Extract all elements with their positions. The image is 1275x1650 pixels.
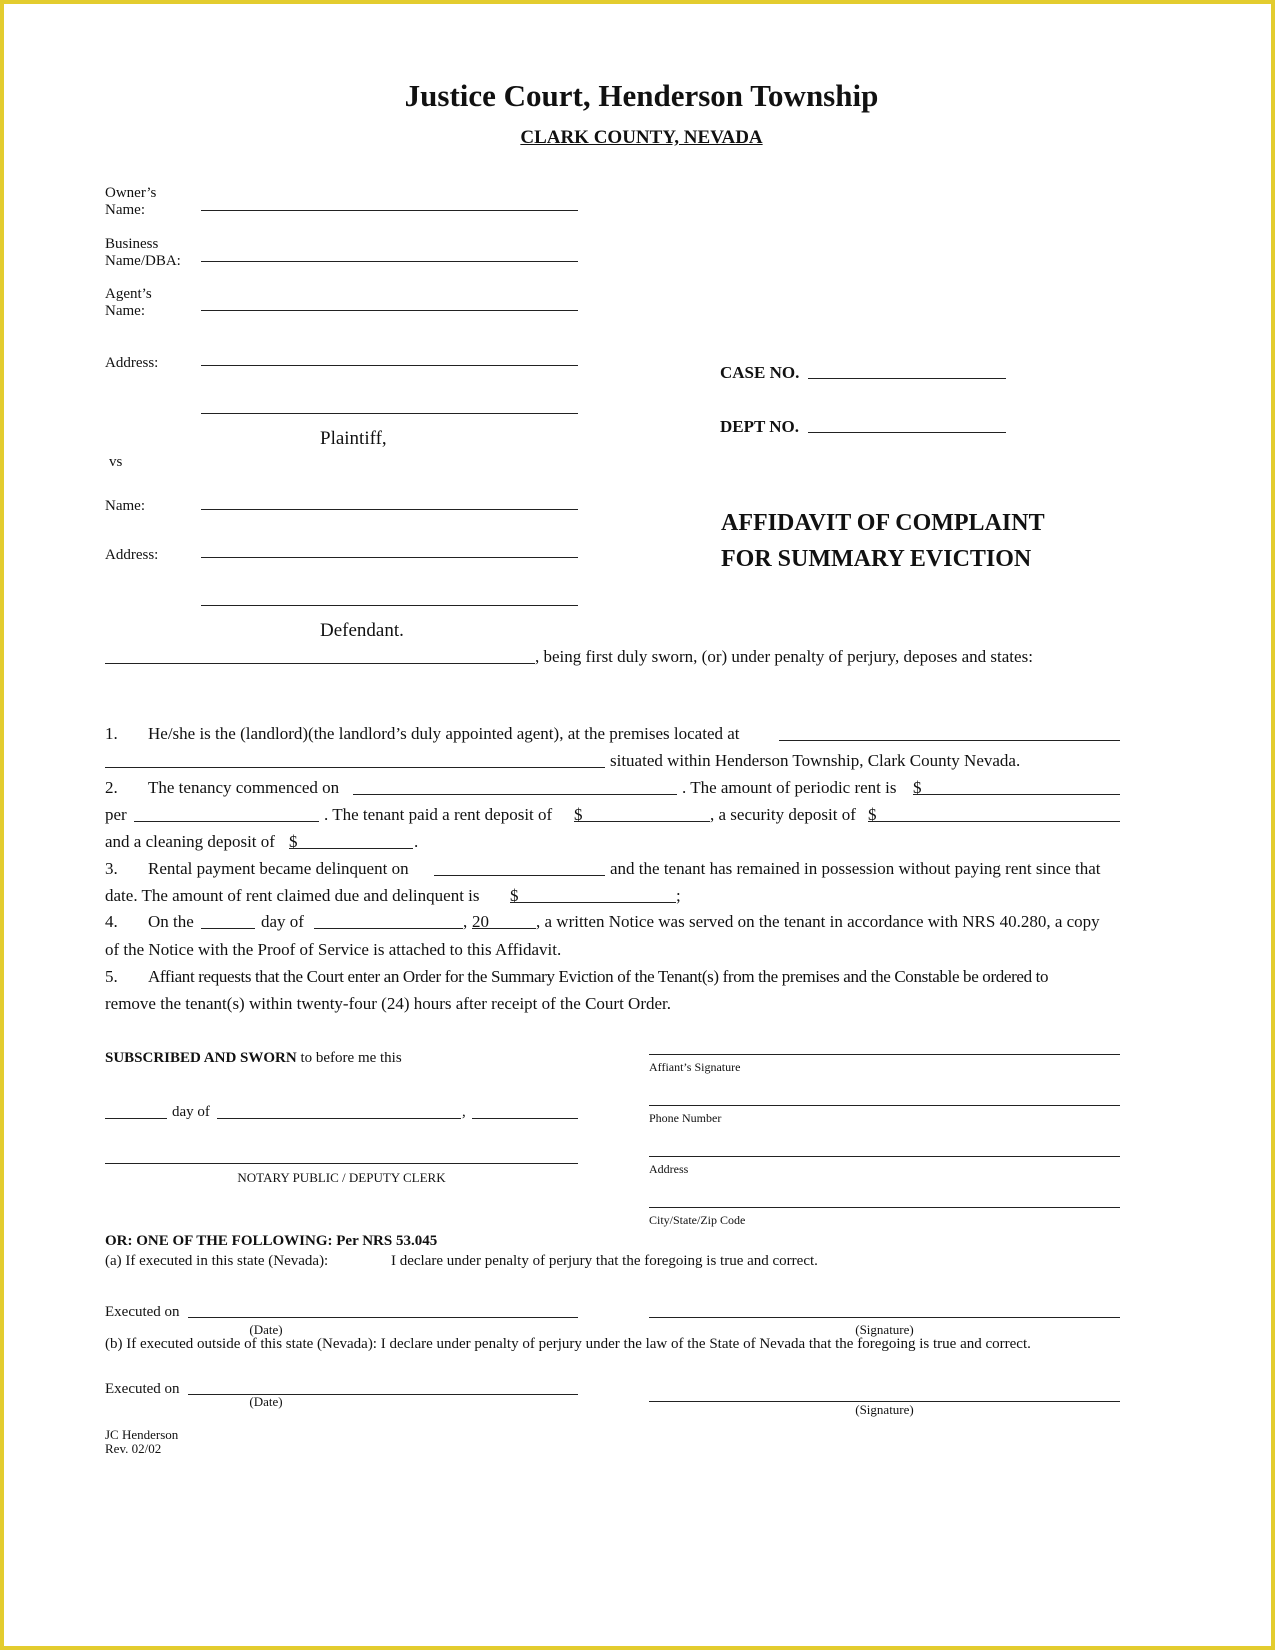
case-no-label: CASE NO.	[720, 363, 800, 382]
item-5-text-a: Affiant requests that the Court enter an Order for the Summary Eviction of the Tenant(s) from the premises and the Constable be ordered to	[148, 967, 1049, 986]
business-name-label-l1: Business	[105, 236, 159, 252]
item-3-text-c: date. The amount of rent claimed due and delinquent is	[105, 886, 480, 905]
periodic-rent-field[interactable]	[913, 794, 1120, 795]
item-3-semicolon: ;	[676, 886, 681, 905]
cleaning-deposit-field[interactable]	[289, 848, 413, 849]
item-4-text-a: On the	[148, 912, 194, 931]
phone-number-label: Phone Number	[649, 1111, 722, 1125]
city-state-zip-field[interactable]	[649, 1207, 1120, 1208]
rent-deposit-field[interactable]	[574, 821, 710, 822]
phone-number-field[interactable]	[649, 1105, 1120, 1106]
document-title-line1: AFFIDAVIT OF COMPLAINT	[721, 510, 1045, 536]
owners-name-field[interactable]	[201, 210, 578, 211]
oath-text: , being first duly sworn, (or) under penalty of perjury, deposes and states:	[535, 647, 1033, 666]
business-name-field[interactable]	[201, 261, 578, 262]
item-2-period: .	[414, 832, 419, 851]
versus-label: vs	[109, 454, 123, 470]
defendant-address-label: Address:	[105, 547, 159, 563]
defendant-name-field[interactable]	[201, 509, 578, 510]
item-5-text-b: remove the tenant(s) within twenty-four (24) hours after receipt of the Court Order.	[105, 994, 672, 1013]
item-4-comma: ,	[463, 912, 468, 931]
notary-year-field[interactable]	[472, 1118, 578, 1119]
item-4-number: 4.	[105, 912, 118, 931]
defendant-address-field-2[interactable]	[201, 605, 578, 606]
dept-no-field[interactable]	[808, 432, 1006, 433]
affiant-name-field[interactable]	[105, 663, 535, 664]
declaration-a-signature-label: (Signature)	[855, 1322, 914, 1337]
subscribed-sworn-rest: to before me this	[300, 1050, 402, 1066]
item-2-text-b: . The amount of periodic rent is	[682, 778, 897, 797]
item-2-text-a: The tenancy commenced on	[148, 778, 340, 797]
item-5-number: 5.	[105, 967, 118, 986]
court-title: Justice Court, Henderson Township	[404, 78, 879, 113]
subscribed-sworn-bold: SUBSCRIBED AND SWORN	[105, 1050, 297, 1066]
dept-no-label: DEPT NO.	[720, 417, 800, 436]
item-4-text-d: of the Notice with the Proof of Service is attached to this Affidavit.	[105, 940, 562, 959]
rent-due-field[interactable]	[510, 902, 676, 903]
owners-name-label-l1: Owner’s	[105, 185, 157, 201]
notary-label: NOTARY PUBLIC / DEPUTY CLERK	[237, 1170, 446, 1185]
county-subtitle: CLARK COUNTY, NEVADA	[520, 127, 763, 148]
item-2-per: per	[105, 805, 127, 824]
notary-month-field[interactable]	[217, 1118, 461, 1119]
defendant-address-field-1[interactable]	[201, 557, 578, 558]
cleaning-deposit-dollar-sign: $	[289, 832, 298, 851]
owners-name-label-l2: Name:	[105, 202, 145, 218]
affiant-signature-field[interactable]	[649, 1054, 1120, 1055]
notice-year-field[interactable]	[472, 928, 536, 929]
declaration-a-text: I declare under penalty of perjury that the foregoing is true and correct.	[391, 1253, 818, 1269]
declaration-b-text: (b) If executed outside of this state (Nevada): I declare under penalty of perjury under the law of the State of Nevada that the foregoing is true and correct.	[105, 1336, 1031, 1352]
notary-comma: ,	[462, 1104, 466, 1120]
executed-on-a-label: Executed on	[105, 1304, 180, 1320]
security-deposit-dollar-sign: $	[868, 805, 877, 824]
item-4-text-b: day of	[261, 912, 304, 931]
affiant-signature-label: Affiant’s Signature	[649, 1060, 741, 1074]
business-name-label-l2: Name/DBA:	[105, 253, 181, 269]
item-2-text-e: and a cleaning deposit of	[105, 832, 275, 851]
declaration-a-label: (a) If executed in this state (Nevada):	[105, 1253, 329, 1269]
defendant-role-label: Defendant.	[320, 620, 404, 641]
executed-on-b-label: Executed on	[105, 1381, 180, 1397]
rent-dollar-sign: $	[913, 778, 922, 797]
declaration-heading: OR: ONE OF THE FOLLOWING: Per NRS 53.045	[105, 1233, 438, 1249]
executed-on-a-date-label: (Date)	[249, 1322, 283, 1337]
footer-line2: Rev. 02/02	[105, 1441, 162, 1456]
executed-on-a-date-field[interactable]	[188, 1317, 578, 1318]
defendant-name-label: Name:	[105, 498, 145, 514]
item-3-text-b: and the tenant has remained in possession without paying rent since that	[610, 859, 1101, 878]
item-1-text-b: situated within Henderson Township, Clark County Nevada.	[610, 751, 1021, 770]
item-1-number: 1.	[105, 724, 118, 743]
document-title-line2: FOR SUMMARY EVICTION	[721, 546, 1032, 572]
item-1-text-a: He/she is the (landlord)(the landlord’s duly appointed agent), at the premises located at	[148, 724, 740, 743]
item-4-text-c: , a written Notice was served on the tenant in accordance with NRS 40.280, a copy	[536, 912, 1100, 931]
item-2-number: 2.	[105, 778, 118, 797]
notary-day-of: day of	[172, 1104, 210, 1120]
executed-on-b-date-label: (Date)	[249, 1394, 283, 1409]
plaintiff-role-label: Plaintiff,	[320, 428, 387, 449]
city-state-zip-label: City/State/Zip Code	[649, 1213, 746, 1227]
notice-year-prefix: 20	[472, 912, 489, 931]
rent-due-dollar-sign: $	[510, 886, 519, 905]
affiant-address-label: Address	[649, 1162, 689, 1176]
security-deposit-field[interactable]	[868, 821, 1120, 822]
plaintiff-address-label: Address:	[105, 355, 159, 371]
plaintiff-address-field-2[interactable]	[201, 413, 578, 414]
business-name-label	[105, 236, 181, 270]
notary-day-field[interactable]	[105, 1118, 167, 1119]
agents-name-field[interactable]	[201, 310, 578, 311]
delinquent-date-field[interactable]	[434, 875, 605, 876]
affiant-address-field[interactable]	[649, 1156, 1120, 1157]
item-3-text-a: Rental payment became delinquent on	[148, 859, 409, 878]
item-3-number: 3.	[105, 859, 118, 878]
premises-address-field-2[interactable]	[105, 767, 605, 768]
plaintiff-address-field-1[interactable]	[201, 365, 578, 366]
item-2-text-d: , a security deposit of	[710, 805, 856, 824]
agents-name-label-l2: Name:	[105, 303, 145, 319]
notary-signature-field[interactable]	[105, 1163, 578, 1164]
form-revision-footer	[105, 1428, 178, 1456]
footer-line1: JC Henderson	[105, 1427, 179, 1442]
tenancy-start-field[interactable]	[353, 794, 677, 795]
notice-day-field[interactable]	[201, 928, 255, 929]
owners-name-label	[105, 185, 156, 219]
rent-period-field[interactable]	[134, 821, 319, 822]
case-no-field[interactable]	[808, 378, 1006, 379]
declaration-a-signature-field[interactable]	[649, 1317, 1120, 1318]
agents-name-label	[105, 286, 152, 320]
agents-name-label-l1: Agent’s	[105, 286, 152, 302]
premises-address-field-1[interactable]	[779, 740, 1120, 741]
rent-deposit-dollar-sign: $	[574, 805, 583, 824]
item-2-text-c: . The tenant paid a rent deposit of	[324, 805, 553, 824]
subscribed-sworn-text	[105, 1050, 402, 1067]
declaration-b-signature-label: (Signature)	[855, 1402, 914, 1417]
notice-month-field[interactable]	[314, 928, 463, 929]
